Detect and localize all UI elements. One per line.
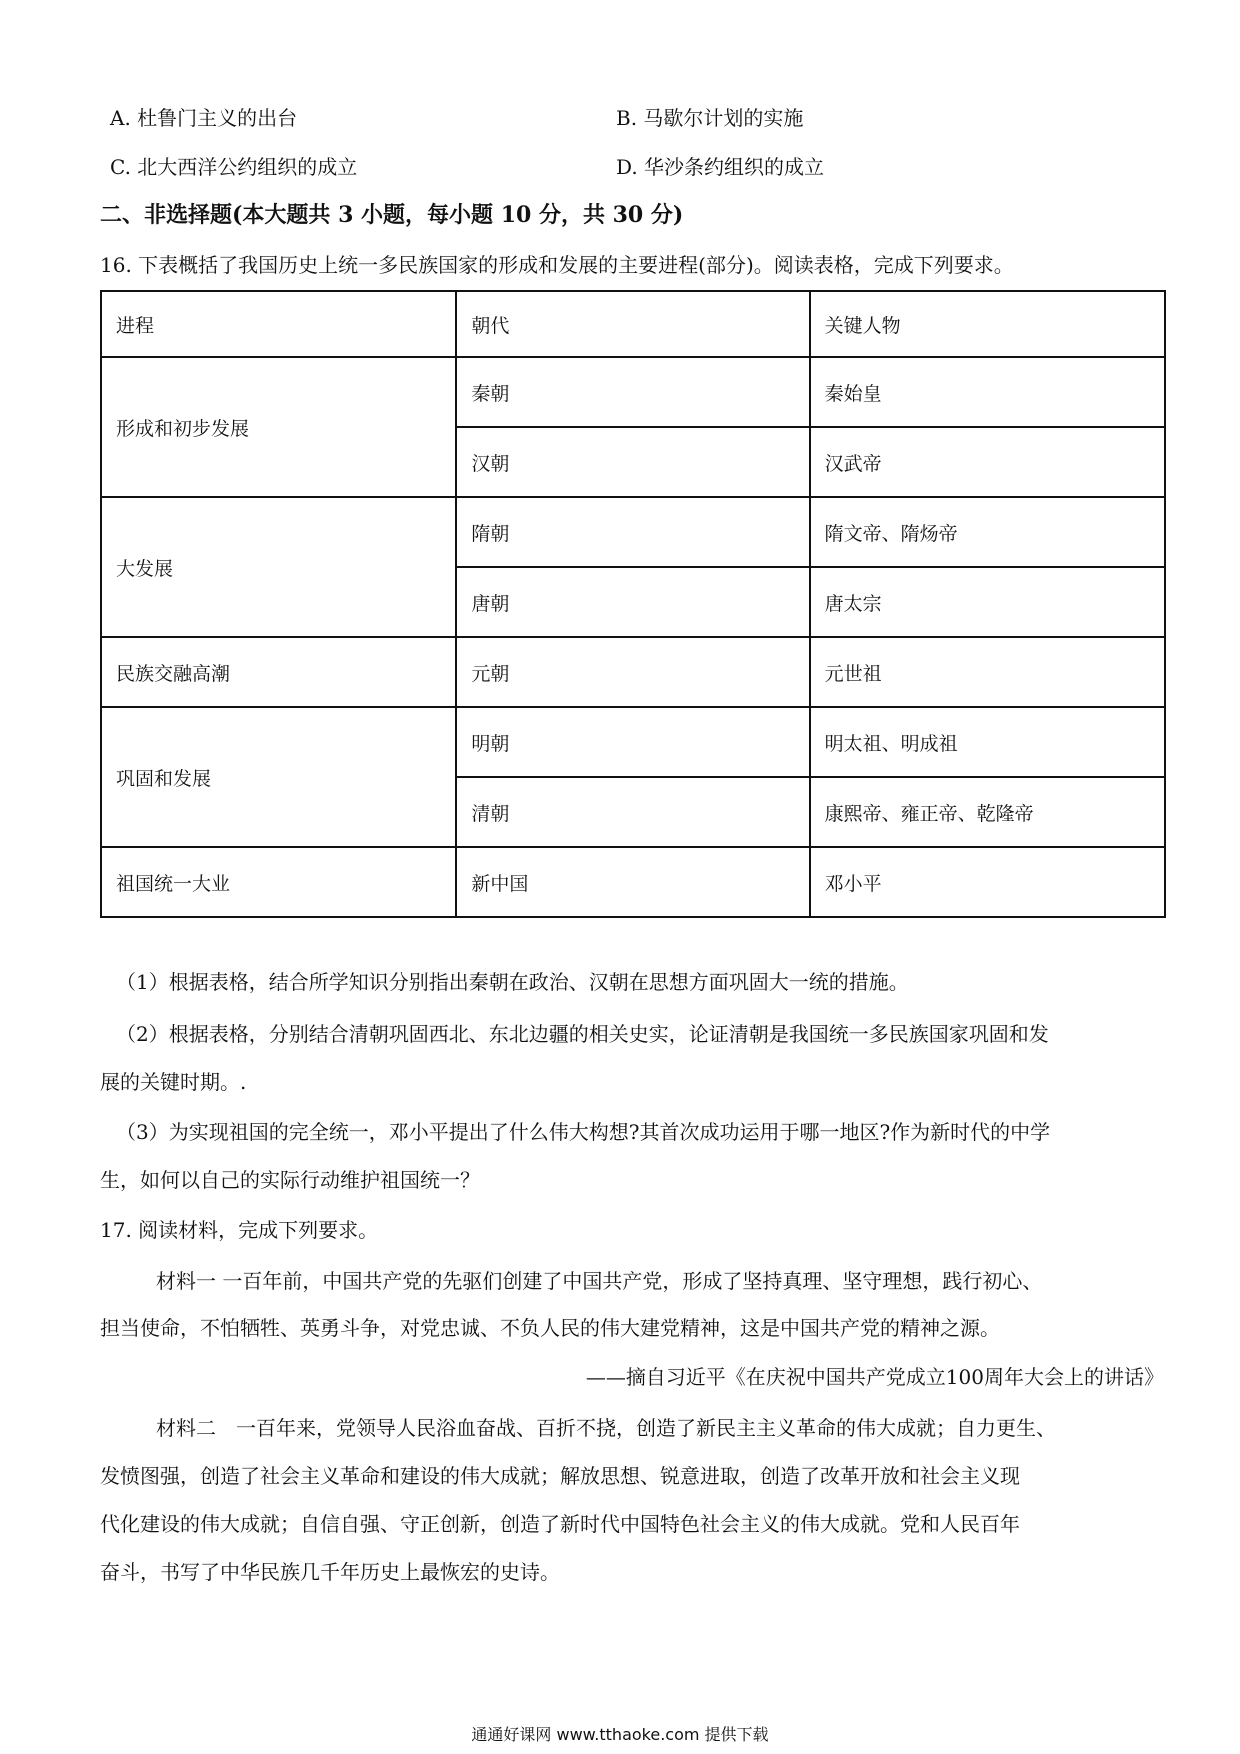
dynasty-cell: 新中国 bbox=[456, 847, 809, 917]
q17-stem: 17. 阅读材料，完成下列要求。 bbox=[100, 1218, 379, 1242]
table-row bbox=[101, 637, 1165, 707]
dynasty-cell: 隋朝 bbox=[456, 497, 809, 567]
figure-cell: 康熙帝、雍正帝、乾隆帝 bbox=[810, 777, 1165, 847]
figure-cell: 秦始皇 bbox=[810, 357, 1165, 427]
header-cell: 进程 bbox=[101, 291, 456, 357]
figure-cell: 唐太宗 bbox=[810, 567, 1165, 637]
figure-cell: 隋文帝、隋炀帝 bbox=[810, 497, 1165, 567]
figure-cell: 明太祖、明成祖 bbox=[810, 707, 1165, 777]
option-b: B. 马歇尔计划的实施 bbox=[616, 106, 804, 130]
section-heading: 二、非选择题(本大题共 3 小题，每小题 10 分，共 30 分) bbox=[100, 202, 684, 228]
figure-cell: 邓小平 bbox=[810, 847, 1165, 917]
option-a: A. 杜鲁门主义的出台 bbox=[110, 106, 298, 130]
option-d: D. 华沙条约组织的成立 bbox=[616, 155, 825, 179]
q17-material2-line3: 代化建设的伟大成就；自信自强、守正创新，创造了新时代中国特色社会主义的伟大成就。党和人民百年 bbox=[100, 1512, 1020, 1536]
q16-sub3-line2: 生，如何以自己的实际行动维护祖国统一？ bbox=[100, 1168, 480, 1192]
history-table bbox=[100, 290, 1166, 918]
q16-stem: 16. 下表概括了我国历史上统一多民族国家的形成和发展的主要进程(部分)。阅读表格，完成下列要求。 bbox=[100, 253, 1014, 277]
q17-material1-line1: 材料一 一百年前，中国共产党的先驱们创建了中国共产党，形成了坚持真理、坚守理想，践行初心、 bbox=[156, 1269, 1043, 1293]
dynasty-cell: 秦朝 bbox=[456, 357, 809, 427]
q16-sub1: （1）根据表格，结合所学知识分别指出秦朝在政治、汉朝在思想方面巩固大一统的措施。 bbox=[116, 970, 909, 994]
q16-sub3-line1: （3）为实现祖国的完全统一，邓小平提出了什么伟大构想?其首次成功运用于哪一地区?作为新时代的中学 bbox=[116, 1120, 1051, 1144]
q16-sub2-line2: 展的关键时期。. bbox=[100, 1070, 247, 1094]
stage-cell: 形成和初步发展 bbox=[101, 357, 456, 497]
stage-cell: 民族交融高潮 bbox=[101, 637, 456, 707]
table-row bbox=[101, 357, 1165, 427]
stage-cell: 祖国统一大业 bbox=[101, 847, 456, 917]
header-cell: 朝代 bbox=[456, 291, 809, 357]
table-row bbox=[101, 497, 1165, 567]
figure-cell: 汉武帝 bbox=[810, 427, 1165, 497]
option-c: C. 北大西洋公约组织的成立 bbox=[110, 155, 358, 179]
q17-material1-line2: 担当使命，不怕牺牲、英勇斗争，对党忠诚、不负人民的伟大建党精神，这是中国共产党的精神之源。 bbox=[100, 1316, 1000, 1340]
footer-credit: 通通好课网 www.tthaoke.com 提供下载 bbox=[471, 1725, 769, 1744]
dynasty-cell: 唐朝 bbox=[456, 567, 809, 637]
dynasty-cell: 明朝 bbox=[456, 707, 809, 777]
stage-cell: 大发展 bbox=[101, 497, 456, 637]
dynasty-cell: 元朝 bbox=[456, 637, 809, 707]
q17-material2-line2: 发愤图强，创造了社会主义革命和建设的伟大成就；解放思想、锐意进取，创造了改革开放和社会主义现 bbox=[100, 1464, 1020, 1488]
table-header-row bbox=[101, 291, 1165, 357]
dynasty-cell: 清朝 bbox=[456, 777, 809, 847]
q17-material2-line1: 材料二 一百年来，党领导人民浴血奋战、百折不挠，创造了新民主主义革命的伟大成就；自力更生、 bbox=[156, 1416, 1056, 1440]
q16-sub2-line1: （2）根据表格，分别结合清朝巩固西北、东北边疆的相关史实，论证清朝是我国统一多民族国家巩固和发 bbox=[116, 1022, 1049, 1046]
dynasty-cell: 汉朝 bbox=[456, 427, 809, 497]
table-row bbox=[101, 707, 1165, 777]
stage-cell: 巩固和发展 bbox=[101, 707, 456, 847]
figure-cell: 元世祖 bbox=[810, 637, 1165, 707]
q17-material2-line4: 奋斗，书写了中华民族几千年历史上最恢宏的史诗。 bbox=[100, 1560, 560, 1584]
table-row bbox=[101, 847, 1165, 917]
q17-material1-source: ——摘自习近平《在庆祝中国共产党成立100周年大会上的讲话》 bbox=[585, 1365, 1164, 1389]
header-cell: 关键人物 bbox=[810, 291, 1165, 357]
